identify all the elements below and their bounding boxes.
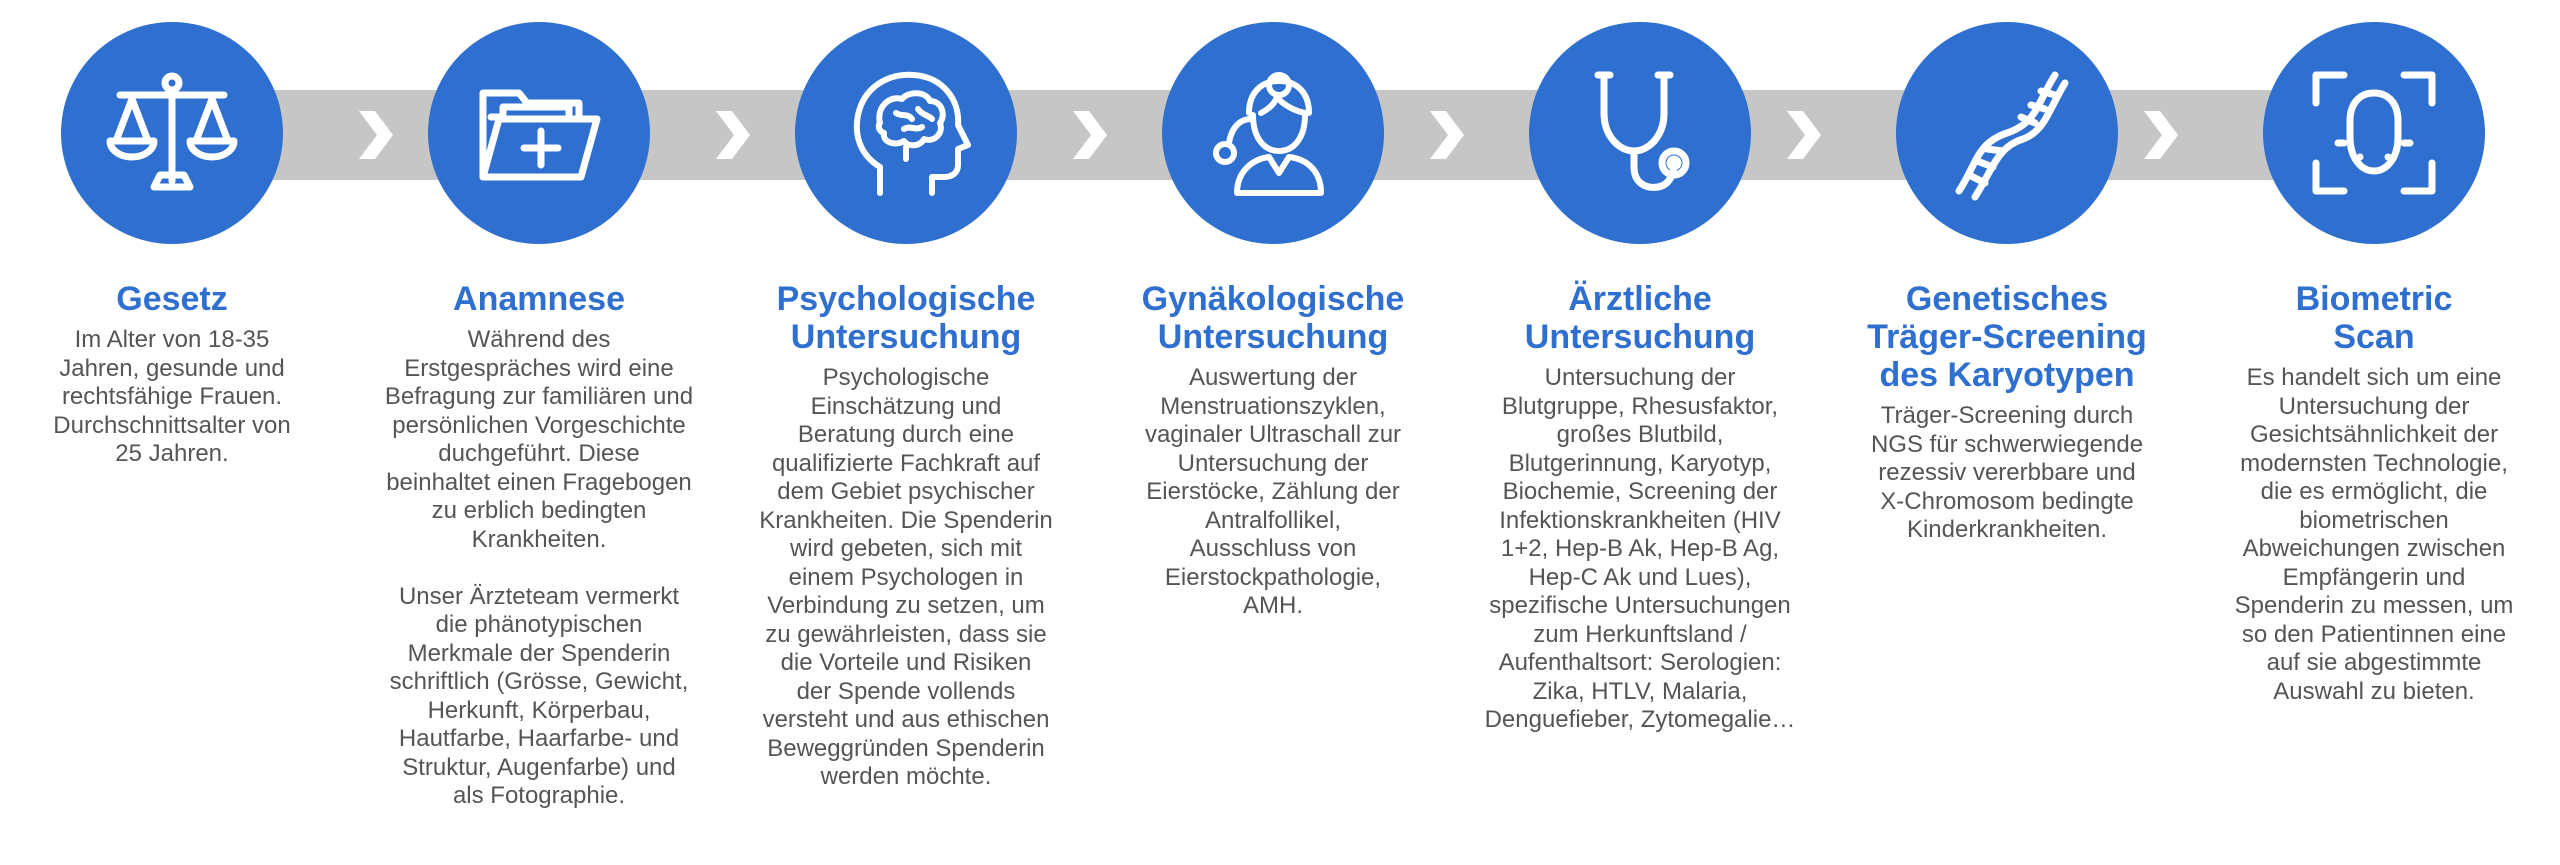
step-title: Anamnese (453, 280, 625, 318)
step-description: Untersuchung der Blutgruppe, Rhesusfaktor, großes Blutbild, Blutgerinnung, Karyotyp, Biochemie, Screening der Infektionskrankheiten (HIV 1+2, Hep-B Ak, Hep-B Ag, Hep-C Ak und Lues), spezifische Untersuchungen zum Herkunftsland / Aufenthaltsort: Serologien: Zika, HTLV, Malaria, Denguefieber, Zytomegalie… (1484, 364, 1796, 733)
step-psychological-exam (746, 22, 1066, 792)
step-law (12, 22, 332, 469)
step-title: Ärztliche Untersuchung (1524, 280, 1756, 356)
face-scan-icon (2304, 63, 2444, 203)
step-biometric-scan (2214, 22, 2534, 706)
step-description: Träger-Screening durch NGS für schwerwiegende rezessiv vererbbare und X-Chromosom bedingte Kinderkrankheiten. (1870, 402, 2144, 543)
step-title: Gynäkologische Untersuchung (1141, 280, 1405, 356)
scales-icon (102, 63, 242, 203)
step-title: Biometric Scan (2295, 280, 2453, 356)
step-title: Psychologische Untersuchung (776, 280, 1036, 356)
step-description: Psychologische Einschätzung und Beratung durch eine qualifizierte Fachkraft auf dem Gebiet psychischer Krankheiten. Die Spenderin wird gebeten, sich mit einem Psychologen in Verbindung zu setzen, um zu gewährleisten, dass sie die Vorteile und Risiken der Spende vollends versteht und aus ethischen Beweggründen Spenderin werden möchte. (759, 364, 1053, 790)
step-icon-circle (1896, 22, 2118, 244)
step-icon-circle (795, 22, 1017, 244)
dna-icon (1937, 63, 2077, 203)
step-anamnesis (379, 22, 699, 811)
doctor-icon (1203, 63, 1343, 203)
medical-folder-icon (469, 63, 609, 203)
step-icon-circle (1162, 22, 1384, 244)
step-title: Gesetz (116, 280, 228, 318)
step-description: Auswertung der Menstruationszyklen, vaginaler Ultraschall zur Untersuchung der Eierstöcke, Zählung der Antralfollikel, Ausschluss von Eierstockpathologie, AMH. (1144, 364, 1402, 619)
step-description: Im Alter von 18-35 Jahren, gesunde und rechtsfähige Frauen. Durchschnittsalter von 25 Jahren. (53, 326, 291, 467)
step-icon-circle (2263, 22, 2485, 244)
brain-head-icon (836, 63, 976, 203)
step-icon-circle (1529, 22, 1751, 244)
stethoscope-icon (1570, 63, 1710, 203)
step-description: Während des Erstgespräches wird eine Befragung zur familiären und persönlichen Vorgeschichte duchgeführt. Diese beinhaltet einen Fragebogen zu erblich bedingten Krankheiten. Unser Ärzteteam vermerkt die phänotypischen Merkmale der Spenderin schriftlich (Grösse, Gewicht, Herkunft, Körperbau, Hautfarbe, Haarfarbe- und Struktur, Augenfarbe) und als Fotographie. (384, 326, 694, 809)
step-description: Es handelt sich um eine Untersuchung der Gesichtsähnlichkeit der modernsten Technologie, die es ermöglicht, die biometrischen Abweichungen zwischen Empfängerin und Spenderin zu messen, um so den Patientinnen eine auf sie abgestimmte Auswahl zu bieten. (2234, 364, 2514, 705)
step-icon-circle (428, 22, 650, 244)
step-title: Genetisches Träger-Screening des Karyotypen (1867, 280, 2147, 394)
step-medical-exam (1480, 22, 1800, 735)
step-icon-circle (61, 22, 283, 244)
step-genetic-screening (1847, 22, 2167, 545)
step-gynecological-exam (1113, 22, 1433, 621)
